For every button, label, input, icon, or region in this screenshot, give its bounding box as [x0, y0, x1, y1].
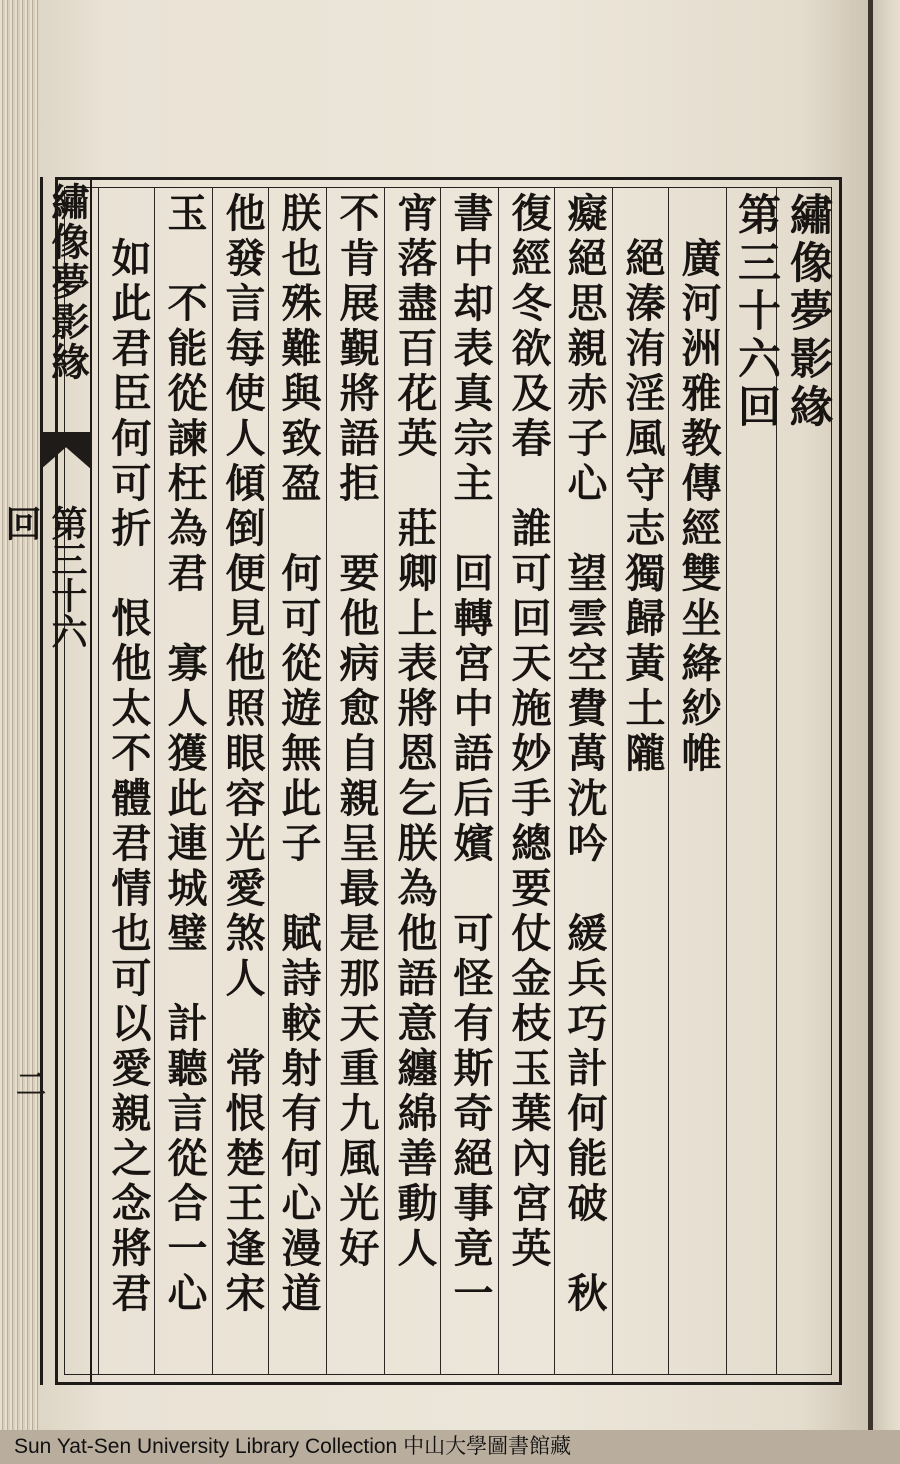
column-rule	[498, 187, 499, 1375]
column-rule	[384, 187, 385, 1375]
text-column: 他發言每使人傾倒便見他照眼容光愛煞人 常恨楚王逢宋	[219, 192, 266, 1317]
banxin-title: 繡像夢影緣	[45, 182, 90, 382]
column-rule	[326, 187, 327, 1375]
text-column: 宵落盡百花英 莊卿上表將恩乞朕為他語意纏綿善動人	[391, 192, 438, 1272]
column-rule	[612, 187, 613, 1375]
book-title: 繡像夢影緣	[783, 192, 833, 432]
column-rule	[668, 187, 669, 1375]
banxin-chapter: 第三十六回	[0, 505, 88, 649]
chapter-couplet-line-1: 廣河洲雅教傳經雙坐絳紗帷	[675, 192, 722, 777]
column-rule	[212, 187, 213, 1375]
text-column: 如此君臣何可折 恨他太不體君情也可以愛親之念將君	[105, 192, 152, 1317]
column-rule	[268, 187, 269, 1375]
text-column: 不肯展覲將語拒 要他病愈自親呈最是那天重九風光好	[333, 192, 380, 1272]
library-caption: Sun Yat-Sen University Library Collection 中山大學圖書館藏	[14, 1435, 572, 1458]
chapter-couplet-line-2: 絕溱洧淫風守志獨歸黃土隴	[619, 192, 666, 777]
facing-page	[868, 0, 900, 1430]
text-column: 玉 不能從諫枉為君 寡人獲此連城璧 計聽言從合一心	[161, 192, 208, 1317]
text-column: 朕也殊難與致盈 何可從遊無此子 賦詩較射有何心漫道	[275, 192, 322, 1317]
text-column: 復經冬欲及春 誰可回天施妙手總要仗金枝玉葉內宮英	[505, 192, 552, 1272]
column-rule	[554, 187, 555, 1375]
text-column: 書中却表真宗主 回轉宮中語后嬪 可怪有斯奇絕事竟一	[447, 192, 494, 1317]
column-rule	[440, 187, 441, 1375]
column-rule	[726, 187, 727, 1375]
leaf-number: 二	[16, 1068, 46, 1103]
text-column: 癡絕思親赤子心 望雲空費萬沈吟 緩兵巧計何能破 秋	[561, 192, 608, 1317]
column-rule	[154, 187, 155, 1375]
chapter-number: 第三十六回	[731, 192, 781, 432]
column-rule	[98, 187, 99, 1375]
